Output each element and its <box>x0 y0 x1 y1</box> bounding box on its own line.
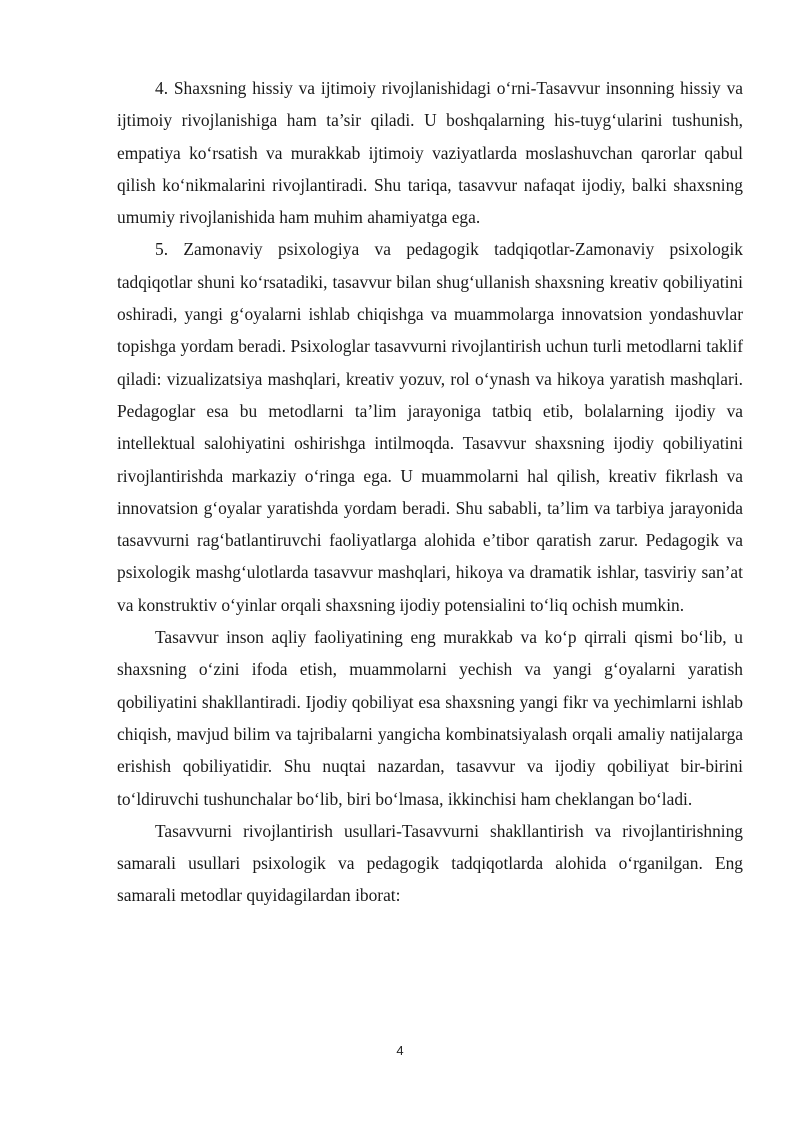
page-body <box>117 72 743 912</box>
paragraph-imagination-and-creativity: Tasavvur inson aqliy faoliyatining eng murakkab va ko‘p qirrali qismi bo‘lib, u shaxsning o‘zini ifoda etish, muammolarni yechish va yangi g‘oyalarni yaratish qobiliyatini shakllantiradi. Ijodiy qobiliyat esa shaxsning yangi fikr va yechimlarni ishlab chiqish, mavjud bilim va tajribalarni yangicha kombinatsiyalash orqali amaliy natijalarga erishish qobiliyatidir. Shu nuqtai nazardan, tasavvur va ijodiy qobiliyat bir-birini to‘ldiruvchi tushunchalar bo‘lib, biri bo‘lmasa, ikkinchisi ham cheklangan bo‘ladi. <box>117 627 743 809</box>
page-number: 4 <box>396 1043 404 1058</box>
paragraph-emotional-social-development: 4. Shaxsning hissiy va ijtimoiy rivojlanishidagi o‘rni-Tasavvur insonning hissiy va ijtimoiy rivojlanishiga ham ta’sir qiladi. U boshqalarning his-tuyg‘ularini tushunish, empatiya ko‘rsatish va murakkab ijtimoiy vaziyatlarda moslashuvchan qarorlar qabul qilish ko‘nikmalarini rivojlantiradi. Shu tariqa, tasavvur nafaqat ijodiy, balki shaxsning umumiy rivojlanishida ham muhim ahamiyatga ega. <box>117 78 743 228</box>
paragraph-development-methods: Tasavvurni rivojlantirish usullari-Tasavvurni shakllantirish va rivojlantirishning samarali usullari psixologik va pedagogik tadqiqotlarda alohida o‘rganilgan. Eng samarali metodlar quyidagilardan iborat: <box>117 820 743 906</box>
paragraph-modern-psychology-research: 5. Zamonaviy psixologiya va pedagogik tadqiqotlar-Zamonaviy psixologik tadqiqotlar shuni ko‘rsatadiki, tasavvur bilan shug‘ullanish shaxsning kreativ qobiliyatini oshiradi, yangi g‘oyalarni ishlab chiqishga va muammolarga innovatsion yondashuvlar topishga yordam beradi. Psixologlar tasavvurni rivojlantirish uchun turli metodlarni taklif qiladi: vizualizatsiya mashqlari, kreativ yozuv, rol o‘ynash va hikoya yaratish mashqlari. Pedagoglar esa bu metodlarni ta’lim jarayoniga tatbiq etib, bolalarning ijodiy va intellektual salohiyatini oshirishga intilmoqda. Tasavvur shaxsning ijodiy qobiliyatini rivojlantirishda markaziy o‘ringa ega. U muammolarni hal qilish, kreativ fikrlash va innovatsion g‘oyalar yaratishda yordam beradi. Shu sababli, ta’lim va tarbiya jarayonida tasavvurni rag‘batlantiruvchi faoliyatlarga alohida e’tibor qaratish zarur. Pedagogik va psixologik mashg‘ulotlarda tasavvur mashqlari, hikoya va dramatik ishlar, tasviriy san’at va konstruktiv o‘yinlar orqali shaxsning ijodiy potensialini to‘liq ochish mumkin. <box>117 239 743 615</box>
